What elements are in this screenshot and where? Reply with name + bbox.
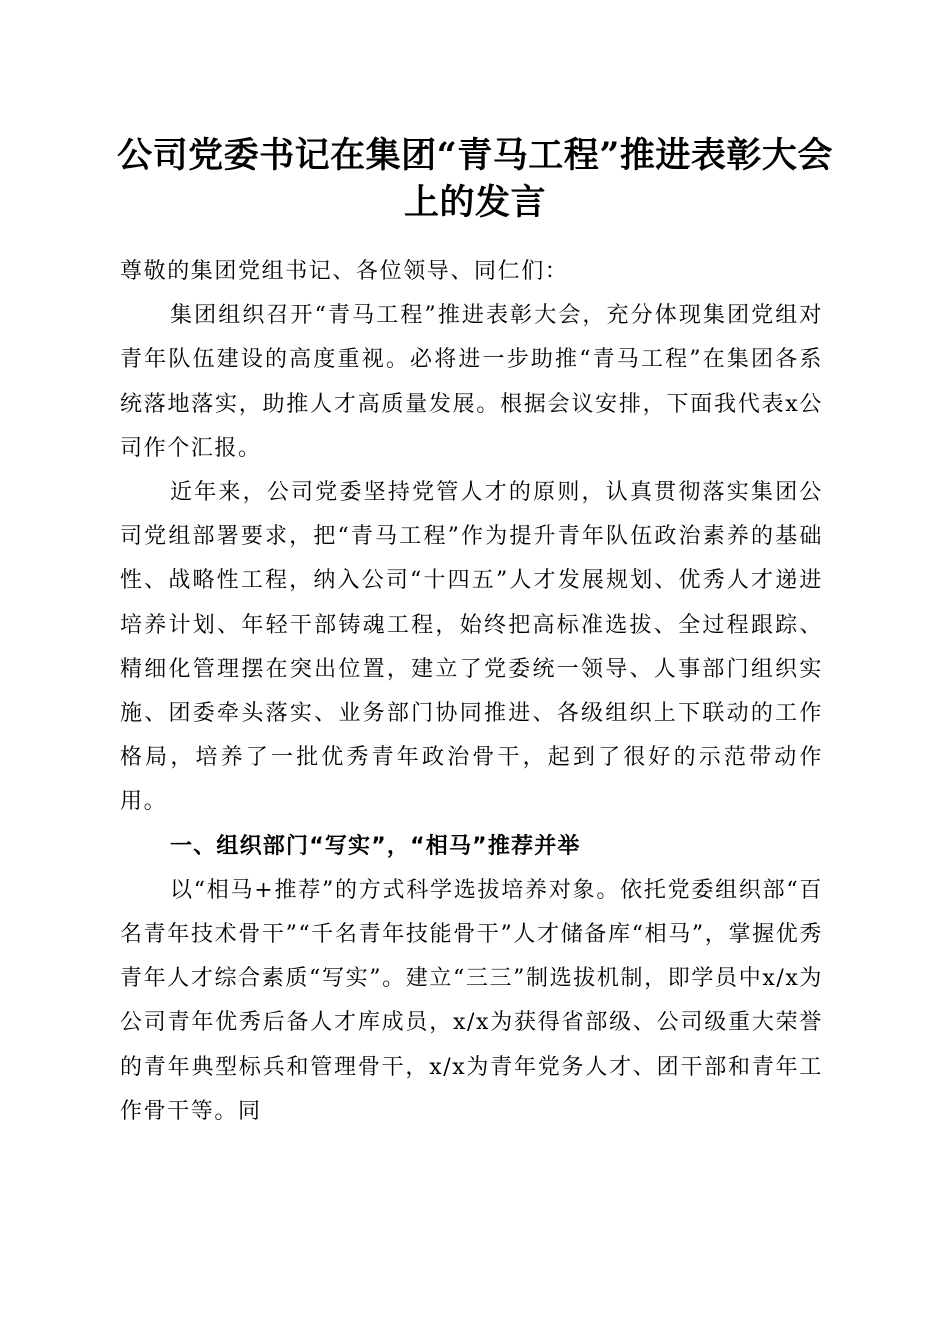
section-heading: 一、组织部门“写实”，“相马”推荐并举 — [170, 833, 581, 859]
document-title: 公司党委书记在集团“青马工程”推进表彰大会上的发言 — [117, 135, 833, 223]
document-body — [120, 250, 823, 1134]
paragraph-background: 近年来，公司党委坚持党管人才的原则，认真贯彻落实集团公司党组部署要求，把“青马工程”作为提升青年队伍政治素养的基础性、战略性工程，纳入公司“十四五”人才发展规划、优秀人才递进培养计划、年轻干部铸魂工程，始终把高标准选拔、全过程跟踪、精细化管理摆在突出位置，建立了党委统一领导、人事部门组织实施、团委牵头落实、业务部门协同推进、各级组织上下联动的工作格局，培养了一批优秀青年政治骨干，起到了很好的示范带动作用。 — [120, 480, 823, 815]
section-paragraph: 以“相马+推荐”的方式科学选拔培养对象。依托党委组织部“百名青年技术骨干”“千名青年技能骨干”人才储备库“相马”，掌握优秀青年人才综合素质“写实”。建立“三三”制选拔机制，即学员中x/x为公司青年优秀后备人才库成员，x/x为获得省部级、公司级重大荣誉的青年典型标兵和管理骨干，x/x为青年党务人才、团干部和青年工作骨干等。同 — [120, 877, 823, 1124]
paragraph-intro: 集团组织召开“青马工程”推进表彰大会，充分体现集团党组对青年队伍建设的高度重视。必将进一步助推“青马工程”在集团各系统落地落实，助推人才高质量发展。根据会议安排，下面我代表x公司作个汇报。 — [120, 303, 823, 461]
salutation: 尊敬的集团党组书记、各位领导、同仁们： — [120, 259, 569, 284]
